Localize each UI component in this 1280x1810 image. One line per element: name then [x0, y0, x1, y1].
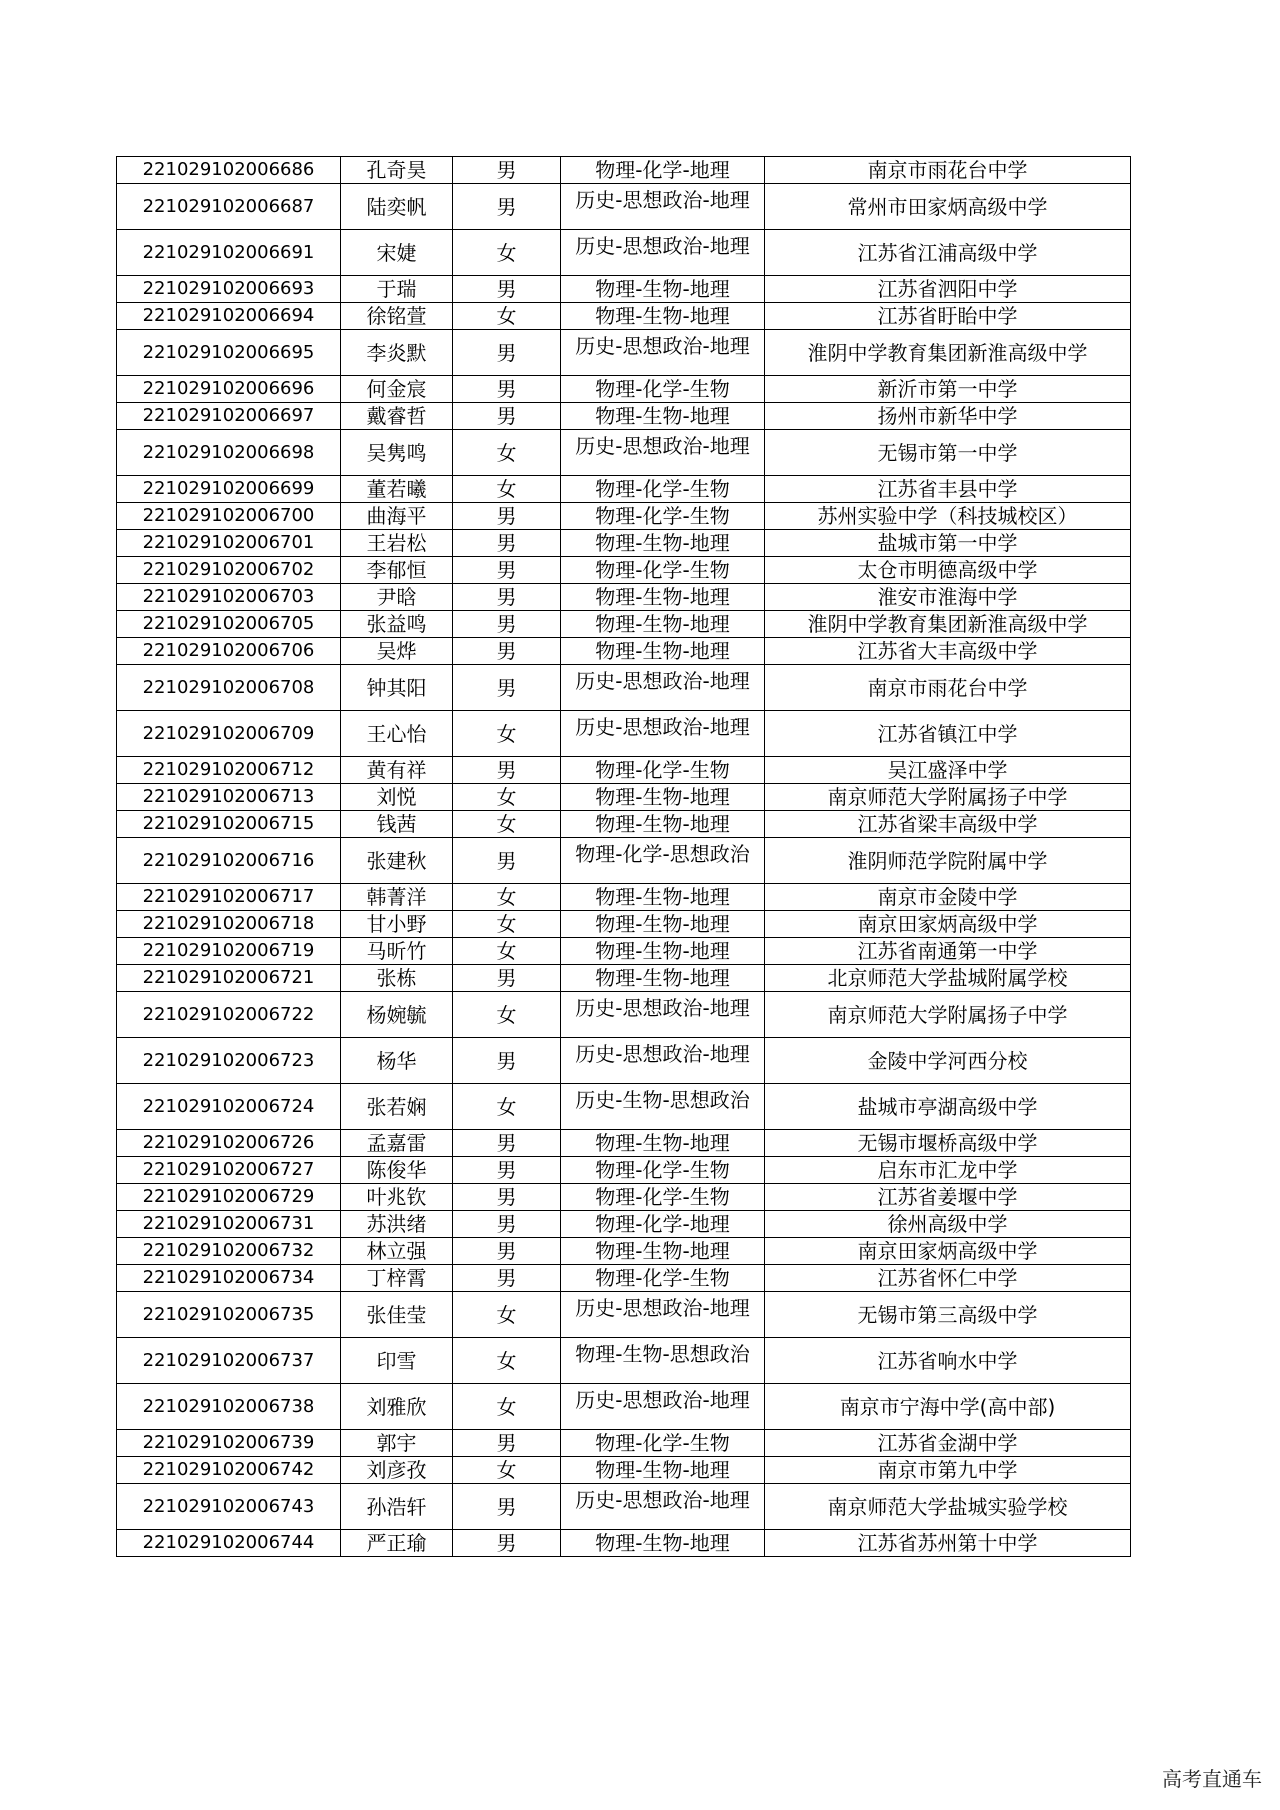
cell-name: 王心怡 — [341, 711, 453, 757]
cell-gender: 男 — [453, 157, 561, 184]
subjects-text: 历史-思想政治-地理 — [575, 1488, 750, 1512]
table-row — [117, 303, 1131, 330]
cell-school: 南京师范大学附属扬子中学 — [765, 784, 1131, 811]
cell-school: 盐城市亭湖高级中学 — [765, 1084, 1131, 1130]
cell-name: 黄有祥 — [341, 757, 453, 784]
subjects-text: 历史-生物-思想政治 — [575, 1088, 750, 1112]
table-row — [117, 503, 1131, 530]
subjects-text: 历史-思想政治-地理 — [575, 669, 750, 693]
cell-school: 江苏省怀仁中学 — [765, 1265, 1131, 1292]
cell-name: 杨华 — [341, 1038, 453, 1084]
table-row — [117, 1184, 1131, 1211]
cell-school: 淮安市淮海中学 — [765, 584, 1131, 611]
watermark-text: 高考直通车 — [1162, 1767, 1262, 1791]
cell-gender: 女 — [453, 230, 561, 276]
table-row — [117, 1430, 1131, 1457]
table-row — [117, 938, 1131, 965]
cell-school: 南京市第九中学 — [765, 1457, 1131, 1484]
table-row — [117, 711, 1131, 757]
cell-subjects: 物理-生物-地理 — [561, 784, 765, 811]
table-row — [117, 1157, 1131, 1184]
cell-school: 南京师范大学盐城实验学校 — [765, 1484, 1131, 1530]
cell-name: 张栋 — [341, 965, 453, 992]
cell-gender: 男 — [453, 503, 561, 530]
cell-subjects — [561, 430, 765, 476]
cell-gender: 男 — [453, 276, 561, 303]
table-row — [117, 1338, 1131, 1384]
cell-gender: 女 — [453, 911, 561, 938]
cell-school: 新沂市第一中学 — [765, 376, 1131, 403]
cell-subjects: 物理-生物-地理 — [561, 938, 765, 965]
cell-subjects: 物理-化学-生物 — [561, 757, 765, 784]
cell-name: 张若娴 — [341, 1084, 453, 1130]
cell-id: 221029102006737 — [117, 1338, 341, 1384]
cell-id: 221029102006700 — [117, 503, 341, 530]
cell-id: 221029102006742 — [117, 1457, 341, 1484]
cell-subjects: 物理-化学-生物 — [561, 1265, 765, 1292]
subjects-text: 历史-思想政治-地理 — [575, 715, 750, 739]
cell-subjects — [561, 992, 765, 1038]
cell-school: 江苏省响水中学 — [765, 1338, 1131, 1384]
cell-subjects: 物理-生物-地理 — [561, 584, 765, 611]
cell-name: 宋婕 — [341, 230, 453, 276]
cell-id: 221029102006738 — [117, 1384, 341, 1430]
cell-name: 苏洪绪 — [341, 1211, 453, 1238]
cell-name: 张佳莹 — [341, 1292, 453, 1338]
cell-subjects — [561, 1338, 765, 1384]
cell-subjects: 物理-化学-生物 — [561, 476, 765, 503]
cell-name: 徐铭萱 — [341, 303, 453, 330]
cell-school: 吴江盛泽中学 — [765, 757, 1131, 784]
cell-subjects — [561, 1384, 765, 1430]
cell-id: 221029102006705 — [117, 611, 341, 638]
cell-id: 221029102006708 — [117, 665, 341, 711]
cell-gender: 男 — [453, 1130, 561, 1157]
cell-id: 221029102006698 — [117, 430, 341, 476]
table-row — [117, 1238, 1131, 1265]
table-row — [117, 584, 1131, 611]
cell-name: 戴睿哲 — [341, 403, 453, 430]
cell-subjects — [561, 838, 765, 884]
cell-id: 221029102006717 — [117, 884, 341, 911]
cell-name: 孟嘉雷 — [341, 1130, 453, 1157]
cell-gender: 女 — [453, 938, 561, 965]
cell-gender: 男 — [453, 1211, 561, 1238]
cell-name: 刘悦 — [341, 784, 453, 811]
cell-id: 221029102006694 — [117, 303, 341, 330]
table-row — [117, 1530, 1131, 1557]
cell-school: 江苏省江浦高级中学 — [765, 230, 1131, 276]
table-row — [117, 784, 1131, 811]
cell-subjects: 物理-化学-生物 — [561, 1430, 765, 1457]
cell-subjects: 物理-化学-地理 — [561, 157, 765, 184]
cell-gender: 男 — [453, 557, 561, 584]
cell-name: 李炎默 — [341, 330, 453, 376]
table-row — [117, 530, 1131, 557]
cell-name: 何金宸 — [341, 376, 453, 403]
cell-gender: 男 — [453, 1184, 561, 1211]
cell-school: 南京田家炳高级中学 — [765, 1238, 1131, 1265]
cell-id: 221029102006732 — [117, 1238, 341, 1265]
table-row — [117, 430, 1131, 476]
cell-subjects: 物理-生物-地理 — [561, 1238, 765, 1265]
table-row — [117, 884, 1131, 911]
cell-subjects — [561, 1084, 765, 1130]
cell-name: 尹晗 — [341, 584, 453, 611]
cell-gender: 女 — [453, 1457, 561, 1484]
table-row — [117, 1130, 1131, 1157]
cell-gender: 女 — [453, 811, 561, 838]
table-row — [117, 965, 1131, 992]
cell-name: 韩菁洋 — [341, 884, 453, 911]
cell-name: 刘彦孜 — [341, 1457, 453, 1484]
cell-school: 金陵中学河西分校 — [765, 1038, 1131, 1084]
cell-school: 江苏省姜堰中学 — [765, 1184, 1131, 1211]
cell-gender: 男 — [453, 530, 561, 557]
cell-school: 江苏省金湖中学 — [765, 1430, 1131, 1457]
cell-id: 221029102006687 — [117, 184, 341, 230]
table-row — [117, 230, 1131, 276]
cell-gender: 男 — [453, 1430, 561, 1457]
cell-school: 无锡市堰桥高级中学 — [765, 1130, 1131, 1157]
cell-subjects: 物理-生物-地理 — [561, 303, 765, 330]
cell-name: 孙浩轩 — [341, 1484, 453, 1530]
student-roster-table — [116, 156, 1131, 1557]
cell-gender: 女 — [453, 1384, 561, 1430]
cell-subjects: 物理-生物-地理 — [561, 911, 765, 938]
cell-school: 江苏省大丰高级中学 — [765, 638, 1131, 665]
cell-id: 221029102006701 — [117, 530, 341, 557]
cell-subjects: 物理-生物-地理 — [561, 611, 765, 638]
subjects-text: 历史-思想政治-地理 — [575, 1042, 750, 1066]
table-row — [117, 665, 1131, 711]
cell-name: 吴烨 — [341, 638, 453, 665]
cell-gender: 男 — [453, 665, 561, 711]
cell-id: 221029102006686 — [117, 157, 341, 184]
cell-subjects: 物理-生物-地理 — [561, 530, 765, 557]
cell-id: 221029102006731 — [117, 1211, 341, 1238]
cell-gender: 女 — [453, 1338, 561, 1384]
cell-gender: 男 — [453, 403, 561, 430]
cell-school: 江苏省丰县中学 — [765, 476, 1131, 503]
cell-gender: 女 — [453, 711, 561, 757]
cell-id: 221029102006695 — [117, 330, 341, 376]
table-row — [117, 638, 1131, 665]
cell-gender: 男 — [453, 1265, 561, 1292]
cell-school: 北京师范大学盐城附属学校 — [765, 965, 1131, 992]
cell-gender: 女 — [453, 430, 561, 476]
cell-subjects: 物理-化学-生物 — [561, 376, 765, 403]
cell-school: 淮阴师范学院附属中学 — [765, 838, 1131, 884]
cell-name: 印雪 — [341, 1338, 453, 1384]
table-row — [117, 557, 1131, 584]
cell-school: 太仓市明德高级中学 — [765, 557, 1131, 584]
table-row — [117, 757, 1131, 784]
cell-gender: 男 — [453, 611, 561, 638]
cell-school: 盐城市第一中学 — [765, 530, 1131, 557]
subjects-text: 历史-思想政治-地理 — [575, 1388, 750, 1412]
cell-id: 221029102006723 — [117, 1038, 341, 1084]
cell-subjects — [561, 1484, 765, 1530]
cell-name: 钟其阳 — [341, 665, 453, 711]
cell-id: 221029102006706 — [117, 638, 341, 665]
cell-name: 钱茜 — [341, 811, 453, 838]
cell-gender: 男 — [453, 184, 561, 230]
cell-school: 无锡市第一中学 — [765, 430, 1131, 476]
subjects-text: 物理-生物-思想政治 — [575, 1342, 750, 1366]
cell-subjects: 物理-化学-生物 — [561, 503, 765, 530]
cell-school: 江苏省梁丰高级中学 — [765, 811, 1131, 838]
cell-gender: 女 — [453, 992, 561, 1038]
subjects-text: 历史-思想政治-地理 — [575, 334, 750, 358]
cell-subjects: 物理-化学-生物 — [561, 1157, 765, 1184]
cell-school: 南京市雨花台中学 — [765, 665, 1131, 711]
cell-subjects: 物理-化学-生物 — [561, 1184, 765, 1211]
cell-name: 刘雅欣 — [341, 1384, 453, 1430]
cell-gender: 女 — [453, 784, 561, 811]
cell-id: 221029102006702 — [117, 557, 341, 584]
cell-school: 南京师范大学附属扬子中学 — [765, 992, 1131, 1038]
cell-subjects — [561, 1038, 765, 1084]
cell-subjects: 物理-生物-地理 — [561, 1457, 765, 1484]
table-row — [117, 276, 1131, 303]
cell-gender: 女 — [453, 303, 561, 330]
cell-school: 江苏省盱眙中学 — [765, 303, 1131, 330]
cell-name: 陈俊华 — [341, 1157, 453, 1184]
cell-name: 王岩松 — [341, 530, 453, 557]
cell-school: 苏州实验中学（科技城校区） — [765, 503, 1131, 530]
cell-id: 221029102006726 — [117, 1130, 341, 1157]
table-row — [117, 992, 1131, 1038]
cell-gender: 男 — [453, 1038, 561, 1084]
table-row — [117, 476, 1131, 503]
cell-subjects: 物理-化学-生物 — [561, 557, 765, 584]
cell-name: 叶兆钦 — [341, 1184, 453, 1211]
cell-id: 221029102006722 — [117, 992, 341, 1038]
table-row — [117, 1084, 1131, 1130]
cell-name: 严正瑜 — [341, 1530, 453, 1557]
cell-id: 221029102006697 — [117, 403, 341, 430]
table-row — [117, 1457, 1131, 1484]
table-row — [117, 1211, 1131, 1238]
table-row — [117, 1038, 1131, 1084]
cell-id: 221029102006743 — [117, 1484, 341, 1530]
table-row — [117, 1384, 1131, 1430]
subjects-text: 历史-思想政治-地理 — [575, 234, 750, 258]
cell-id: 221029102006724 — [117, 1084, 341, 1130]
cell-subjects: 物理-生物-地理 — [561, 403, 765, 430]
cell-school: 江苏省泗阳中学 — [765, 276, 1131, 303]
cell-subjects: 物理-生物-地理 — [561, 1530, 765, 1557]
cell-school: 南京田家炳高级中学 — [765, 911, 1131, 938]
cell-school: 江苏省苏州第十中学 — [765, 1530, 1131, 1557]
cell-name: 丁梓霄 — [341, 1265, 453, 1292]
table-row — [117, 811, 1131, 838]
subjects-text: 历史-思想政治-地理 — [575, 1296, 750, 1320]
cell-name: 郭宇 — [341, 1430, 453, 1457]
subjects-text: 物理-化学-思想政治 — [575, 842, 750, 866]
table-row — [117, 911, 1131, 938]
cell-gender: 男 — [453, 965, 561, 992]
table-row — [117, 1484, 1131, 1530]
cell-name: 董若曦 — [341, 476, 453, 503]
cell-subjects: 物理-生物-地理 — [561, 811, 765, 838]
cell-id: 221029102006696 — [117, 376, 341, 403]
cell-id: 221029102006713 — [117, 784, 341, 811]
cell-gender: 男 — [453, 1530, 561, 1557]
cell-id: 221029102006691 — [117, 230, 341, 276]
cell-school: 江苏省南通第一中学 — [765, 938, 1131, 965]
cell-school: 扬州市新华中学 — [765, 403, 1131, 430]
cell-subjects — [561, 330, 765, 376]
cell-school: 江苏省镇江中学 — [765, 711, 1131, 757]
cell-gender: 男 — [453, 330, 561, 376]
cell-id: 221029102006727 — [117, 1157, 341, 1184]
cell-subjects — [561, 711, 765, 757]
cell-id: 221029102006712 — [117, 757, 341, 784]
table-row — [117, 376, 1131, 403]
cell-gender: 男 — [453, 757, 561, 784]
cell-gender: 女 — [453, 476, 561, 503]
table-row — [117, 611, 1131, 638]
cell-gender: 女 — [453, 1292, 561, 1338]
cell-name: 陆奕帆 — [341, 184, 453, 230]
cell-id: 221029102006699 — [117, 476, 341, 503]
cell-id: 221029102006744 — [117, 1530, 341, 1557]
subjects-text: 历史-思想政治-地理 — [575, 434, 750, 458]
cell-id: 221029102006718 — [117, 911, 341, 938]
table-row — [117, 1265, 1131, 1292]
cell-school: 无锡市第三高级中学 — [765, 1292, 1131, 1338]
cell-subjects: 物理-生物-地理 — [561, 1130, 765, 1157]
cell-id: 221029102006739 — [117, 1430, 341, 1457]
cell-gender: 男 — [453, 1157, 561, 1184]
table-row — [117, 1292, 1131, 1338]
cell-gender: 男 — [453, 638, 561, 665]
cell-gender: 男 — [453, 838, 561, 884]
cell-id: 221029102006729 — [117, 1184, 341, 1211]
cell-school: 启东市汇龙中学 — [765, 1157, 1131, 1184]
table-row — [117, 403, 1131, 430]
cell-subjects — [561, 230, 765, 276]
cell-id: 221029102006703 — [117, 584, 341, 611]
table-row — [117, 838, 1131, 884]
cell-subjects — [561, 1292, 765, 1338]
cell-id: 221029102006709 — [117, 711, 341, 757]
cell-gender: 女 — [453, 1084, 561, 1130]
cell-id: 221029102006719 — [117, 938, 341, 965]
cell-subjects: 物理-生物-地理 — [561, 276, 765, 303]
cell-subjects: 物理-化学-地理 — [561, 1211, 765, 1238]
cell-name: 杨婉毓 — [341, 992, 453, 1038]
cell-id: 221029102006715 — [117, 811, 341, 838]
cell-gender: 男 — [453, 584, 561, 611]
table-row — [117, 184, 1131, 230]
cell-subjects — [561, 665, 765, 711]
cell-id: 221029102006734 — [117, 1265, 341, 1292]
cell-school: 南京市雨花台中学 — [765, 157, 1131, 184]
cell-school: 南京市金陵中学 — [765, 884, 1131, 911]
cell-gender: 男 — [453, 1484, 561, 1530]
cell-gender: 女 — [453, 884, 561, 911]
table-row — [117, 157, 1131, 184]
cell-name: 于瑞 — [341, 276, 453, 303]
cell-subjects: 物理-生物-地理 — [561, 638, 765, 665]
cell-name: 吴隽鸣 — [341, 430, 453, 476]
cell-school: 南京市宁海中学(高中部) — [765, 1384, 1131, 1430]
cell-subjects — [561, 184, 765, 230]
cell-name: 张建秋 — [341, 838, 453, 884]
cell-subjects: 物理-生物-地理 — [561, 965, 765, 992]
cell-school: 常州市田家炳高级中学 — [765, 184, 1131, 230]
cell-school: 淮阴中学教育集团新淮高级中学 — [765, 330, 1131, 376]
cell-name: 曲海平 — [341, 503, 453, 530]
cell-subjects: 物理-生物-地理 — [561, 884, 765, 911]
cell-id: 221029102006693 — [117, 276, 341, 303]
cell-id: 221029102006721 — [117, 965, 341, 992]
subjects-text: 历史-思想政治-地理 — [575, 996, 750, 1020]
cell-gender: 男 — [453, 1238, 561, 1265]
cell-gender: 男 — [453, 376, 561, 403]
cell-id: 221029102006716 — [117, 838, 341, 884]
cell-name: 马昕竹 — [341, 938, 453, 965]
cell-name: 李郁恒 — [341, 557, 453, 584]
cell-name: 张益鸣 — [341, 611, 453, 638]
cell-name: 孔奇昊 — [341, 157, 453, 184]
cell-id: 221029102006735 — [117, 1292, 341, 1338]
roster-body — [117, 157, 1131, 1557]
cell-school: 淮阴中学教育集团新淮高级中学 — [765, 611, 1131, 638]
subjects-text: 历史-思想政治-地理 — [575, 188, 750, 212]
table-row — [117, 330, 1131, 376]
cell-name: 甘小野 — [341, 911, 453, 938]
cell-school: 徐州高级中学 — [765, 1211, 1131, 1238]
cell-name: 林立强 — [341, 1238, 453, 1265]
